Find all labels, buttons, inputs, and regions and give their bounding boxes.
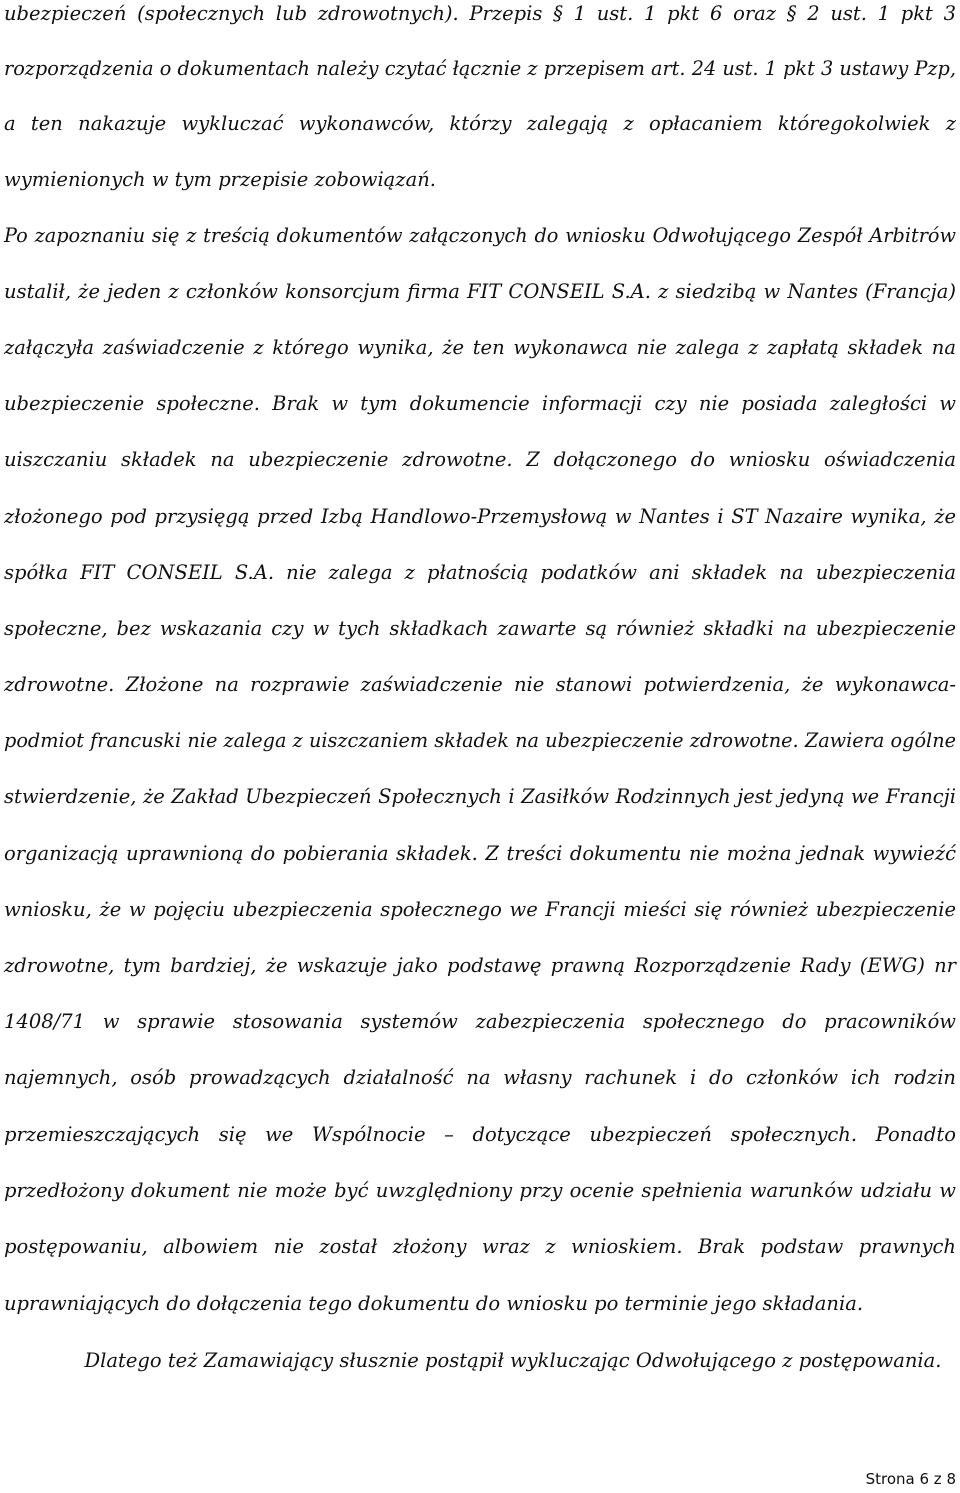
text-line: organizacją uprawnioną do pobierania składek. Z treści dokumentu nie można jednak wywieźć bbox=[4, 842, 956, 865]
text-line: przemieszczających się we Wspólnocie – dotyczące ubezpieczeń społecznych. Ponadto bbox=[4, 1123, 956, 1146]
text-line: najemnych, osób prowadzących działalność na własny rachunek i do członków ich rodzin bbox=[4, 1066, 956, 1089]
text-line: postępowaniu, albowiem nie został złożony wraz z wnioskiem. Brak podstaw prawnych bbox=[4, 1235, 956, 1258]
text-line: złożonego pod przysięgą przed Izbą Handlowo-Przemysłową w Nantes i ST Nazaire wynika, że bbox=[4, 505, 956, 528]
text-line: Po zapoznaniu się z treścią dokumentów załączonych do wniosku Odwołującego Zespół Arbitrów bbox=[4, 224, 956, 247]
text-line: zdrowotne, tym bardziej, że wskazuje jako podstawę prawną Rozporządzenie Rady (EWG) nr bbox=[4, 954, 956, 977]
text-line: ubezpieczenie społeczne. Brak w tym dokumencie informacji czy nie posiada zaległości w bbox=[4, 392, 956, 415]
text-line: załączyła zaświadczenie z którego wynika, że ten wykonawca nie zalega z zapłatą składek na bbox=[4, 336, 956, 359]
text-line: wymienionych w tym przepisie zobowiązań. bbox=[4, 168, 436, 191]
text-line: uprawniających do dołączenia tego dokumentu do wniosku po terminie jego składania. bbox=[4, 1292, 864, 1315]
text-line: zdrowotne. Złożone na rozprawie zaświadczenie nie stanowi potwierdzenia, że wykonawca- bbox=[4, 673, 956, 696]
text-line: 1408/71 w sprawie stosowania systemów zabezpieczenia społecznego do pracowników bbox=[4, 1010, 956, 1033]
text-line: ustalił, że jeden z członków konsorcjum firma FIT CONSEIL S.A. z siedzibą w Nantes (Francja) bbox=[4, 280, 956, 303]
text-line: ubezpieczeń (społecznych lub zdrowotnych). Przepis § 1 ust. 1 pkt 6 oraz § 2 ust. 1 pkt 3 bbox=[4, 2, 956, 25]
text-line: stwierdzenie, że Zakład Ubezpieczeń Społecznych i Zasiłków Rodzinnych jest jedyną we Francji bbox=[4, 785, 956, 808]
text-line: uiszczaniu składek na ubezpieczenie zdrowotne. Z dołączonego do wniosku oświadczenia bbox=[4, 448, 956, 471]
text-line: wniosku, że w pojęciu ubezpieczenia społecznego we Francji mieści się również ubezpieczenie bbox=[4, 898, 956, 921]
closing-sentence: Dlatego też Zamawiający słusznie postąpił wykluczając Odwołującego z postępowania. bbox=[84, 1349, 942, 1372]
text-line: spółka FIT CONSEIL S.A. nie zalega z płatnością podatków ani składek na ubezpieczenia bbox=[4, 561, 956, 584]
text-line: podmiot francuski nie zalega z uiszczaniem składek na ubezpieczenie zdrowotne. Zawiera ogólne bbox=[4, 729, 956, 752]
text-line: społeczne, bez wskazania czy w tych składkach zawarte są również składki na ubezpieczenie bbox=[4, 617, 956, 640]
text-line: a ten nakazuje wykluczać wykonawców, którzy zalegają z opłacaniem któregokolwiek z bbox=[4, 112, 956, 135]
text-line: rozporządzenia o dokumentach należy czytać łącznie z przepisem art. 24 ust. 1 pkt 3 ustawy Pzp, bbox=[4, 57, 956, 80]
page-number: Strona 6 z 8 bbox=[865, 1470, 956, 1488]
text-line: przedłożony dokument nie może być uwzględniony przy ocenie spełnienia warunków udziału w bbox=[4, 1179, 956, 1202]
